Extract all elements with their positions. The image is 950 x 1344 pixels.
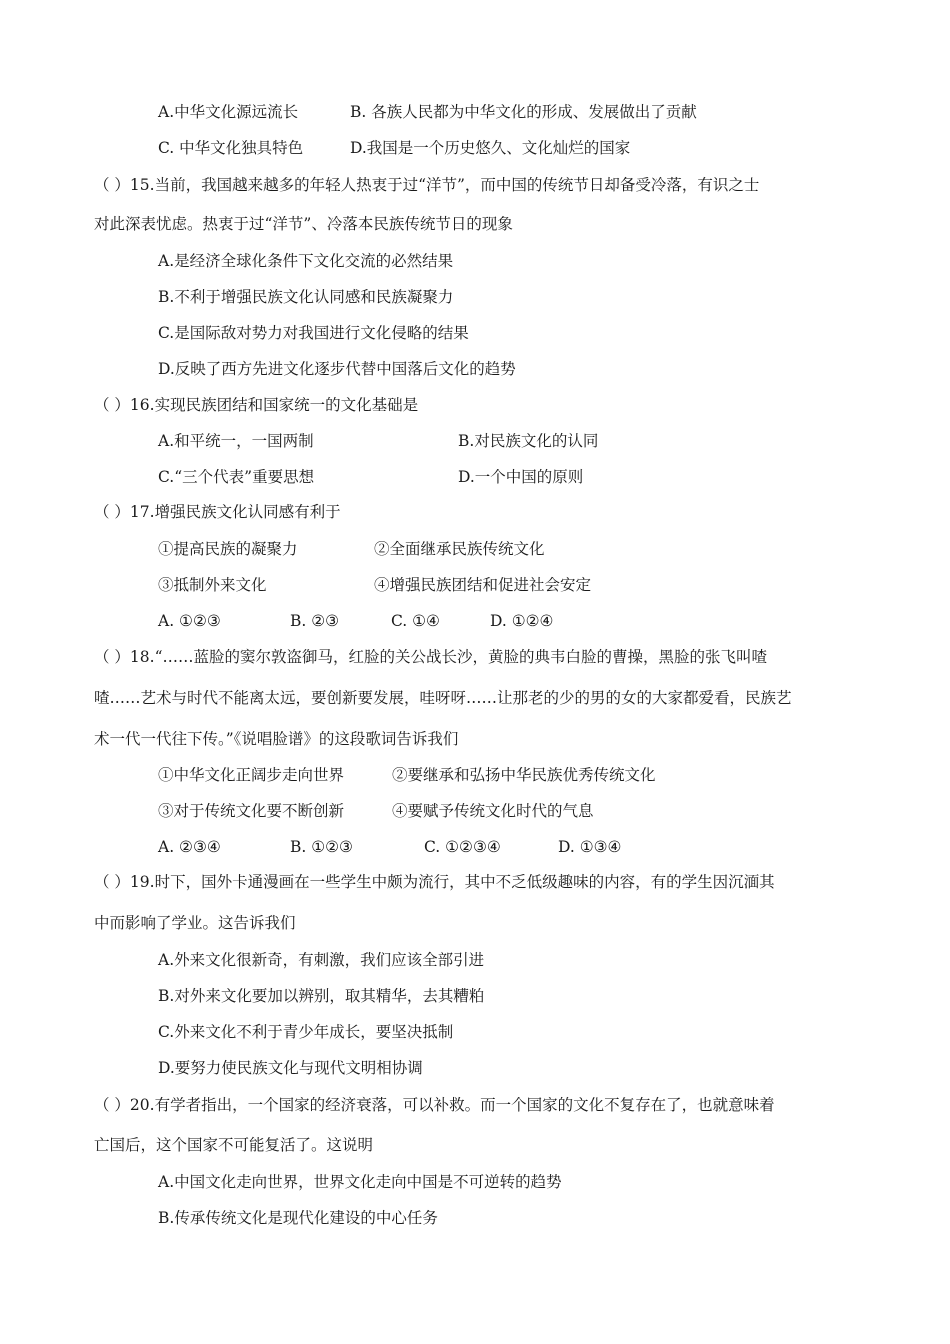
q17-item-2: ②全面继承民族传统文化 bbox=[374, 540, 545, 558]
prev-option-d: D.我国是一个历史悠久、文化灿烂的国家 bbox=[350, 139, 631, 157]
q17-option-d: D. ①②④ bbox=[490, 612, 554, 630]
q17-item-3: ③抵制外来文化 bbox=[158, 576, 267, 594]
q19-stem-line1: （ ）19.时下，国外卡通漫画在一些学生中颇为流行，其中不乏低级趣味的内容，有的学生因沉湎其 bbox=[94, 873, 775, 891]
q15-stem-line2: 对此深表忧虑。热衷于过“洋节”、冷落本民族传统节日的现象 bbox=[94, 215, 513, 233]
q20-option-b: B.传承传统文化是现代化建设的中心任务 bbox=[158, 1209, 438, 1227]
prev-option-b: B. 各族人民都为中华文化的形成、发展做出了贡献 bbox=[350, 103, 697, 121]
q15-option-d: D.反映了西方先进文化逐步代替中国落后文化的趋势 bbox=[158, 360, 516, 378]
q17-option-a: A. ①②③ bbox=[158, 612, 221, 630]
q17-stem: （ ）17.增强民族文化认同感有利于 bbox=[94, 503, 341, 521]
prev-option-c: C. 中华文化独具特色 bbox=[158, 139, 304, 157]
q16-option-c: C.“三个代表”重要思想 bbox=[158, 468, 315, 486]
q18-option-d: D. ①③④ bbox=[558, 838, 622, 856]
q18-stem-line2: 喳……艺术与时代不能离太远，要创新要发展，哇呀呀……让那老的少的男的女的大家都爱看，民族艺 bbox=[94, 689, 792, 707]
q16-option-a: A.和平统一，一国两制 bbox=[158, 432, 314, 450]
q18-item-2: ②要继承和弘扬中华民族优秀传统文化 bbox=[392, 766, 656, 784]
q18-item-1: ①中华文化正阔步走向世界 bbox=[158, 766, 345, 784]
q19-stem-line2: 中而影响了学业。这告诉我们 bbox=[94, 914, 296, 932]
q19-option-d: D.要努力使民族文化与现代文明相协调 bbox=[158, 1059, 423, 1077]
q19-option-c: C.外来文化不利于青少年成长，要坚决抵制 bbox=[158, 1023, 454, 1041]
q16-stem: （ ）16.实现民族团结和国家统一的文化基础是 bbox=[94, 396, 419, 414]
q18-item-3: ③对于传统文化要不断创新 bbox=[158, 802, 345, 820]
q20-option-a: A.中国文化走向世界，世界文化走向中国是不可逆转的趋势 bbox=[158, 1173, 562, 1191]
q19-option-a: A.外来文化很新奇，有刺激，我们应该全部引进 bbox=[158, 951, 485, 969]
q17-option-c: C. ①④ bbox=[391, 612, 440, 630]
q18-item-4: ④要赋予传统文化时代的气息 bbox=[392, 802, 594, 820]
prev-option-a: A.中华文化源远流长 bbox=[158, 103, 299, 121]
q17-option-b: B. ②③ bbox=[290, 612, 340, 630]
q15-option-a: A.是经济全球化条件下文化交流的必然结果 bbox=[158, 252, 454, 270]
q18-stem-line3: 术一代一代往下传。”《说唱脸谱》的这段歌词告诉我们 bbox=[94, 730, 459, 748]
q17-item-1: ①提高民族的凝聚力 bbox=[158, 540, 298, 558]
q18-option-c: C. ①②③④ bbox=[424, 838, 501, 856]
q15-stem-line1: （ ）15.当前，我国越来越多的年轻人热衷于过“洋节”，而中国的传统节日却备受冷落，有识之士 bbox=[94, 176, 760, 194]
q15-option-b: B.不利于增强民族文化认同感和民族凝聚力 bbox=[158, 288, 454, 306]
q20-stem-line1: （ ）20.有学者指出，一个国家的经济衰落，可以补救。而一个国家的文化不复存在了，也就意味着 bbox=[94, 1096, 775, 1114]
q19-option-b: B.对外来文化要加以辨别，取其精华，去其糟粕 bbox=[158, 987, 485, 1005]
q16-option-d: D.一个中国的原则 bbox=[458, 468, 584, 486]
q15-option-c: C.是国际敌对势力对我国进行文化侵略的结果 bbox=[158, 324, 469, 342]
q18-stem-line1: （ ）18.“……蓝脸的窦尔敦盗御马，红脸的关公战长沙，黄脸的典韦白脸的曹操，黑脸的张飞叫喳 bbox=[94, 648, 768, 666]
q17-item-4: ④增强民族团结和促进社会安定 bbox=[374, 576, 592, 594]
q18-option-a: A. ②③④ bbox=[158, 838, 221, 856]
q16-option-b: B.对民族文化的认同 bbox=[458, 432, 599, 450]
q20-stem-line2: 亡国后，这个国家不可能复活了。这说明 bbox=[94, 1136, 374, 1154]
q18-option-b: B. ①②③ bbox=[290, 838, 353, 856]
